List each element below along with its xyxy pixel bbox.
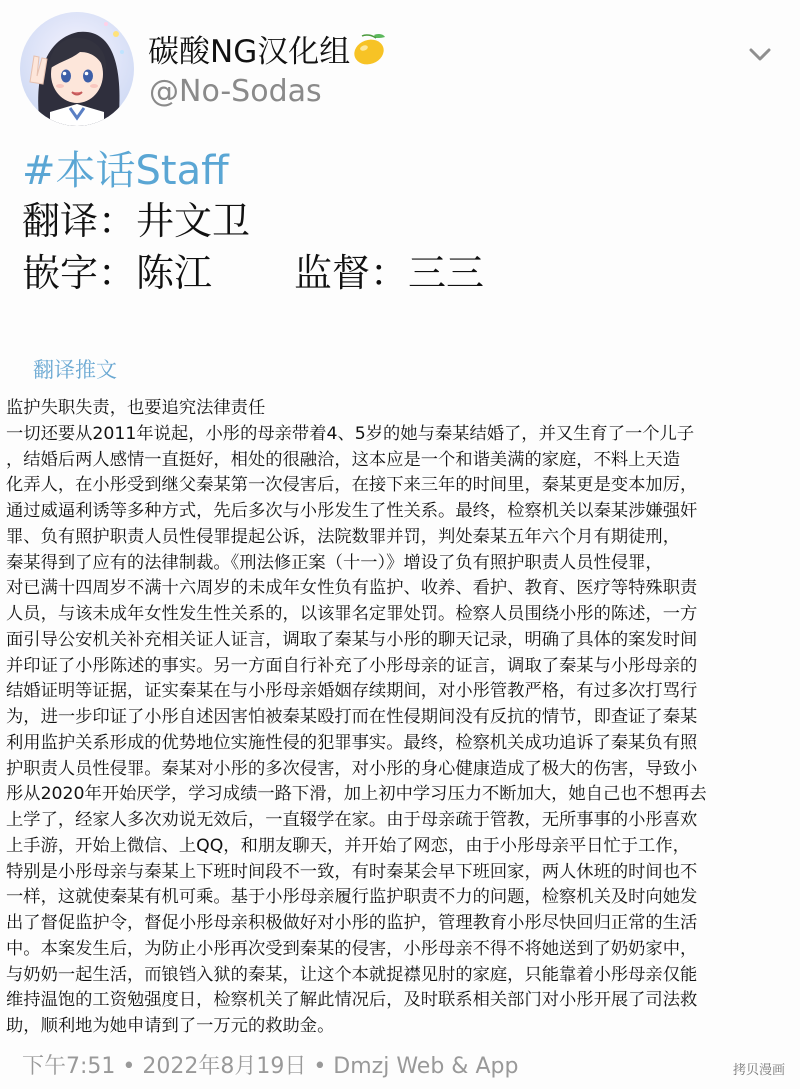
staff-typesetter: 嵌字：陈江 [22, 251, 213, 295]
staff-supervisor: 监督：三三 [294, 251, 485, 295]
post-body [6, 396, 798, 1040]
post-timestamp[interactable]: 下午7:51 • 2022年8月19日 • Dmzj Web & App [22, 1054, 519, 1079]
display-name[interactable] [148, 32, 388, 76]
body-line: 出了督促监护令，督促小彤母亲积极做好对小彤的监护，管理教育小彤尽快回归正常的生活 [6, 913, 698, 933]
body-line: 维持温饱的工资勉强度日，检察机关了解此情况后，及时联系相关部门对小彤开展了司法救 [6, 990, 698, 1011]
body-line: 上学了，经家人多次劝说无效后，一直辍学在家。由于母亲疏于管教，无所事事的小彤喜欢 [6, 810, 698, 830]
body-line: 特别是小彤母亲与秦某上下班时间段不一致，有时秦某会早下班回家，两人休班的时间也不 [6, 861, 698, 882]
body-line: 中。本案发生后，为防止小彤再次受到秦某的侵害，小彤母亲不得不将她送到了奶奶家中， [6, 938, 698, 959]
staff-row [22, 250, 484, 296]
body-line: 利用监护关系形成的优势地位实施性侵的犯罪事实。最终，检察机关成功追诉了秦某负有照 [6, 732, 698, 753]
body-line: 与奶奶一起生活，而锒铛入狱的秦某，让这个本就捉襟见肘的家庭，只能靠着小彤母亲仅能 [6, 964, 698, 985]
body-line: 监护失职失责，也要追究法律责任 [6, 398, 266, 418]
translate-post-link[interactable]: 翻译推文 [33, 358, 117, 382]
body-line: 对已满十四周岁不满十六周岁的未成年女性负有监护、收养、看护、教育、医疗等特殊职责 [6, 578, 698, 599]
user-handle[interactable]: @No-Sodas [149, 74, 322, 109]
body-line: 秦某得到了应有的法律制裁。《刑法修正案（十一）》增设了负有照护职责人员性侵罪， [6, 552, 663, 573]
body-line: 并印证了小彤陈述的事实。另一方面自行补充了小彤母亲的证言，调取了秦某与小彤母亲的 [6, 655, 698, 676]
body-line: 人员，与该未成年女性发生性关系的，以该罪名定罪处罚。检察人员围绕小彤的陈述，一方 [6, 604, 698, 624]
avatar-illustration [20, 12, 134, 126]
chevron-down-icon[interactable] [740, 38, 780, 70]
body-line: 助，顺利地为她申请到了一万元的救助金。 [6, 1016, 335, 1036]
body-line: 一样，这就使秦某有机可乘。基于小彤母亲履行监护职责不力的问题，检察机关及时向她发 [6, 887, 698, 908]
body-line: 罪、负有照护职责人员性侵罪提起公诉，法院数罪并罚，判处秦某五年六个月有期徒刑， [6, 526, 680, 547]
body-line: 一切还要从2011年说起，小彤的母亲带着4、5岁的她与秦某结婚了，并又生育了一个儿子 [6, 423, 695, 444]
hashtag-link[interactable]: #本话Staff [22, 148, 229, 194]
body-line: 通过威逼利诱等多种方式，先后多次与小彤发生了性关系。最终，检察机关以秦某涉嫌强奸 [6, 501, 698, 521]
body-line: ，结婚后两人感情一直挺好，相处的很融洽，这本应是一个和谐美满的家庭，不料上天造 [6, 449, 680, 470]
staff-translator: 翻译：井文卫 [22, 199, 251, 243]
body-line: 彤从2020年开始厌学，学习成绩一路下滑，加上初中学习压力不断加大，她自己也不想再去 [6, 784, 707, 805]
body-line: 面引导公安机关补充相关证人证言，调取了秦某与小彤的聊天记录，明确了具体的案发时间 [6, 629, 698, 650]
body-line: 为，进一步印证了小彤自述因害怕被秦某殴打而在性侵期间没有反抗的情节，即查证了秦某 [6, 707, 698, 727]
body-line: 结婚证明等证据，证实秦某在与小彤母亲婚姻存续期间，对小彤管教严格，有过多次打骂行 [6, 681, 698, 702]
display-name-text: 碳酸NG汉化组 [148, 34, 351, 70]
body-line: 上手游，开始上微信、上QQ，和朋友聊天，并开始了网恋，由于小彤母亲平日忙于工作， [6, 835, 690, 856]
avatar[interactable] [20, 12, 134, 126]
lemon-icon [352, 32, 388, 76]
body-line: 化弄人，在小彤受到继父秦某第一次侵害后，在接下来三年的时间里，秦某更是变本加厉， [6, 475, 698, 496]
body-line: 护职责人员性侵罪。秦某对小彤的多次侵害，对小彤的身心健康造成了极大的伤害，导致小 [6, 758, 698, 779]
watermark: 拷贝漫画 [733, 1063, 786, 1078]
